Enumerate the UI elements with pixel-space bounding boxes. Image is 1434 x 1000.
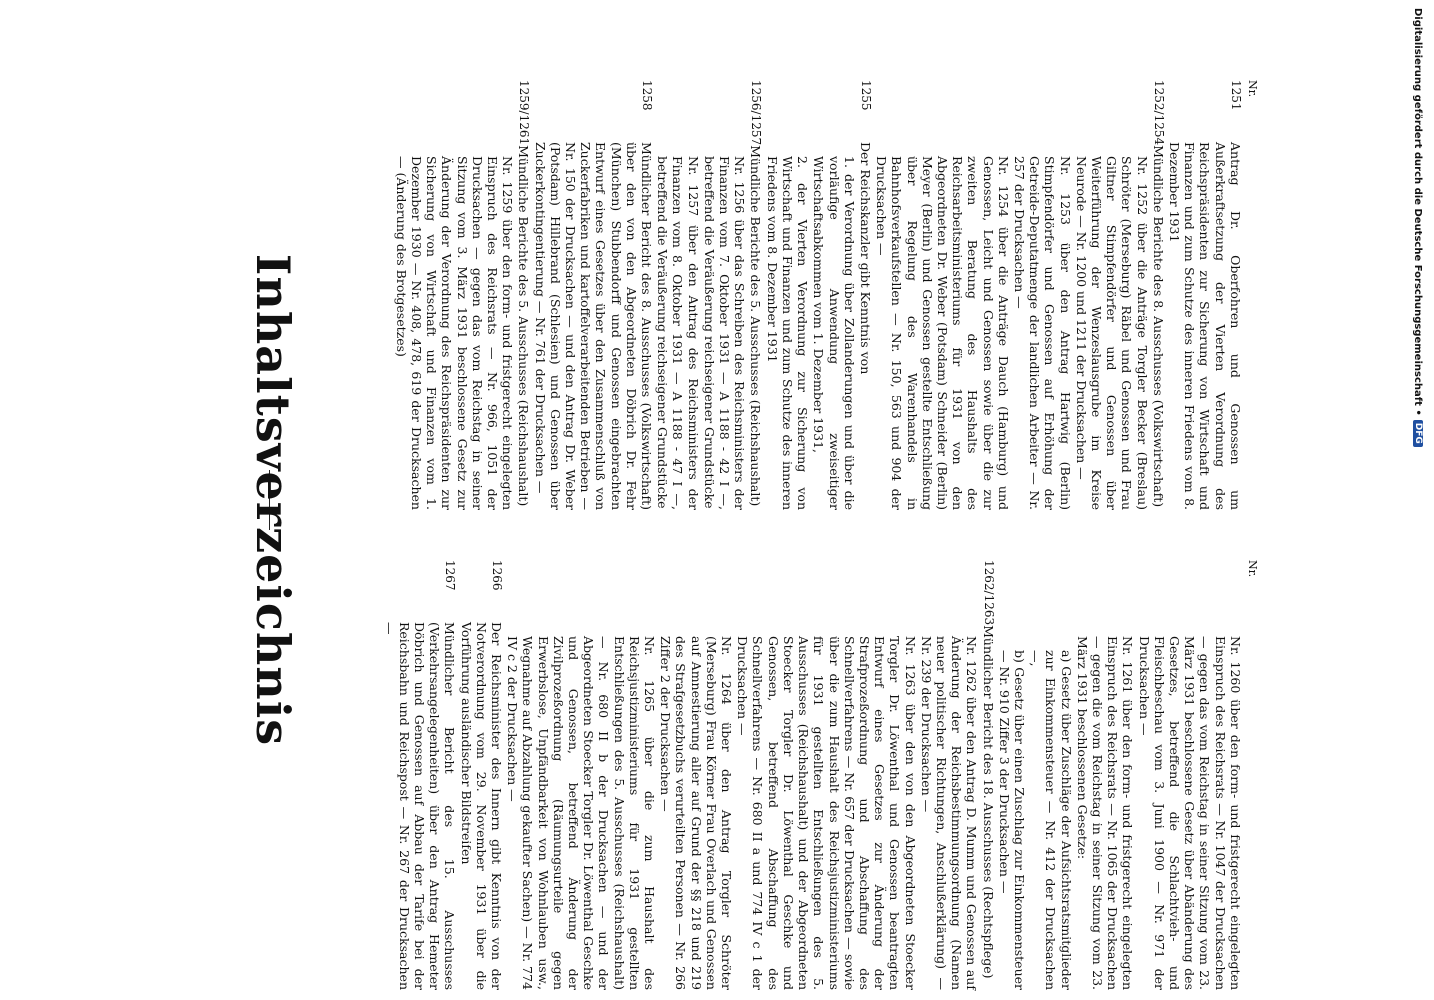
rotated-page [100,0,1300,1000]
toc-entry [858,80,873,510]
entry-text: a) Gesetz über Zuschläge der Aufsichtsratsmitglieder zur Einkommensteuer — Nr. 412 der Drucksachen —, [1028,650,1074,990]
toc-entry [381,560,457,990]
entry-number [394,80,516,142]
toc-entry [702,80,748,510]
entry-number [1012,80,1073,142]
entry-text: Mündliche Berichte des 5. Ausschusses (Reichshaushalt) [516,145,532,507]
entry-text: Nr. 1264 über den Antrag Torgler Schröter (Merseburg) Frau Körner Frau Overlach und Genossen auf Amnestierung aller auf Grund der §§ 218 und 219 des Strafgesetzbuchs verurteilten Personen — Nr. 266 Ziffer 2 der Drucksachen — [658,636,735,990]
entry-number: 1259/1261 [517,80,532,146]
entry-number: 1256/1257 [749,80,764,146]
entry-number [919,560,980,622]
dfg-logo: DFG [1413,420,1423,447]
entry-text: Mündliche Berichte des 5. Ausschusses (Reichshaushalt) [748,145,764,507]
entry-text: Nr. 1265 über die zum Haushalt des Reichsjustizministeriums für 1931 gestellten Entschließungen des 5. Ausschusses (Reichshaushalt) — Nr. 680 II b der Drucksachen — und der Abgeordneten Stoecker Torgler Dr. Löwenthal Geschke und Genossen, betreffend Änderung der Zivilprozeßordnung (Räumungsurteile gegen Erwerbslose, Unpfändbarkeit von Wohnlauben usw., Wegnahme auf Abzahlung gekaufter Sachen) — Nr. 774 IV c 2 der Drucksachen — [505,636,658,990]
entry-text: Nr. 1263 über den von den Abgeordneten Stoecker Torgler Dr. Löwenthal und Genossen beantragten Entwurf eines Gesetzes zur Änderung der Strafprozeßordnung und Abschaffung des Schnellverfahrens — Nr. 657 der Drucksachen — sowie über die zum Haushalt des Reichsjustizministeriums für 1931 gestellten Entschließungen des 5. Ausschusses (Reichshaushalt) und der Abgeordneten Stoecker Torgler Dr. Löwenthal Geschke und Genossen, betreffend Abschaffung des Schnellverfahrens — Nr. 680 II a und 774 IV c 1 der Drucksachen — [735,636,918,990]
entry-number [702,80,748,142]
entry-number: 1252/1254 [1151,80,1166,146]
entry-text: Der Reichskanzler gibt Kenntnis von [857,142,873,375]
toc-entry-list [394,80,1243,510]
entry-number: 1251 [1228,80,1243,111]
entry-text: Nr. 1262 über den Antrag D. Mumm und Genossen auf Änderung der Reichsbestimmungsordnung (Namen neuer politischer Richtungen, Anschlußerklärung) — Nr. 239 der Drucksachen — [918,636,980,990]
entry-number: 1255 [858,80,873,111]
entry-number: 1267 [443,560,458,591]
entry-number [1028,560,1074,622]
toc-entry [980,560,995,990]
credit-text: Digitalisierung gefördert durch die Deutsche Forschungsgemeinschaft • [1412,8,1424,416]
entry-number [765,80,811,142]
toc-entry [1012,80,1073,510]
toc-entry [655,80,701,510]
entry-text: Nr. 1253 über den Antrag Hartwig (Berlin) Stimpfendörfer und Genossen auf Erhöhung der Getreide-Deputatmenge der landlichen Arbeiter — Nr. 257 der Drucksachen — [1011,156,1073,510]
toc-entry [997,560,1027,990]
entry-number [735,560,917,622]
entry-number [811,80,857,142]
entry-text: b) Gesetz über einen Zuschlag zur Einkommensteuer — Nr. 910 Ziffer 3 der Drucksachen — [996,650,1027,990]
entry-text: Nr. 1260 über den form- und fristgerecht eingelegten Einspruch des Reichsrats — Nr. 1047 der Drucksachen — gegen das vom Reichstag in seiner Sitzung vom 23. März 1931 beschlossene Gesetz über Abänderung des Gesetzes, betreffend die Schlachtvieh- und Fleischbeschau vom 3. Juni 1900 — Nr. 971 der Drucksachen — [1136,636,1243,990]
page-title: Inhaltsverzeichnis [246,253,300,747]
entry-text: 1. der Verordnung über Zollanderungen und über die vorläufige Anwendung zweiseitiger Wirtschaftsabkommen vom 1. Dezember 1931, [811,156,857,510]
column-header: Nr. [1246,80,1259,98]
digitization-credit [1412,8,1428,992]
entry-text: Mündlicher Bericht des 18. Ausschusses (Rechtspflege) [980,625,996,979]
toc-entry [458,560,504,990]
toc-entry [1136,560,1242,990]
toc-entry [874,80,1011,510]
toc-right-column [360,560,1260,990]
entry-number: 1262/1263 [981,560,996,626]
entry-text: Nr. 1256 über das Schreiben des Reichsministers der Finanzen vom 7. Oktober 1931 — A 1188 - 42 I —, betreffend die Veräußerung reichseigener Grundstücke [701,156,748,510]
toc-entry [394,80,516,510]
toc-left-column [360,80,1260,510]
entry-number [874,80,1011,142]
entry-text: Mündlicher Bericht des 8. Ausschusses (Volkswirtschaft) über den von den Abgeordneten Döbrich Dr. Fehr (München) Stubbendorff und Genossen eingebrachten Entwurf eines Gesetzes über den Zusammenschluß von Zuckerfabriken und kartoffelverarbeitenden Betrieben — Nr. 150 der Drucksachen — und den Antrag Dr. Weber (Potsdam) Hillebrand (Schlesien) und Genossen über Zuckerkontingentierung — Nr. 761 der Drucksachen — [532,142,655,510]
toc-entry [919,560,980,990]
toc-entry [765,80,811,510]
entry-number [1074,80,1150,142]
entry-text: Nr. 1254 über die Anträge Dauch (Hamburg) und Genossen, Leicht und Genossen sowie über die zur zweiten Beratung des Haushalts des Reichsarbeitsministeriums für 1931 von den Abgeordneten Dr. Weber (Potsdam) Schneider (Berlin) Meyer (Berlin) und Genossen gestellte Entschließung über Regelung des Warenhandels in Bahnhofsverkaufstellen — Nr. 150, 563 und 904 der Drucksachen — [874,156,1011,510]
entry-number [997,560,1027,622]
column-header: Nr. [1246,560,1259,578]
toc-entry [1028,560,1074,990]
entry-number: 1266 [490,560,505,591]
entry-number: 1258 [640,80,655,111]
toc-entry [505,560,657,990]
toc-entry [516,80,531,510]
toc-entry [748,80,763,510]
toc-entry [532,80,654,510]
entry-text: Antrag Dr. Oberfohren und Genossen um Außerkraftsetzung der Vierten Verordnung des Reichspräsidenten zur Sicherung von Wirtschaft und Finanzen und zum Schutze des inneren Friedens vom 8. Dezember 1931 [1166,142,1243,510]
toc-entry [1075,560,1136,990]
toc-columns [360,40,1260,990]
entry-number [1136,560,1242,622]
toc-entry [1151,80,1166,510]
entry-number [658,560,734,622]
toc-entry [735,560,917,990]
entry-text: Mündlicher Bericht des 15. Ausschusses (Verkehrsangelegenheiten) über den Antrag Hemeter Döbrich und Genossen auf Abbau der Tarife bei der Reichsbahn und Reichspost — Nr. 267 der Drucksachen — [381,622,458,990]
entry-text: Der Reichsminister des Innern gibt Kenntnis von der Notverordnung vom 29. November 1931 über die Vorführung ausländischer Bildstreifen [458,622,505,990]
entry-number [655,80,701,142]
toc-entry [1167,80,1243,510]
toc-entry [811,80,857,510]
entry-text: Nr. 1252 über die Anträge Torgler Becker (Breslau) Schröter (Merseburg) Räbel und Genossen und Frau Giltner Stimpfendörfer und Genossen über Weiterführung der Wenzeslausgrube im Kreise Neurode — Nr. 1200 und 1211 der Drucksachen — [1073,156,1150,510]
toc-entry [658,560,734,990]
entry-number [1075,560,1136,622]
toc-entry-list [381,560,1242,990]
entry-text: Nr. 1259 über den form- und fristgerecht eingelegten Einspruch des Reichsrats — Nr. 966, 1051 der Drucksachen — gegen das vom Reichstag in seiner Sitzung vom 3. März 1931 beschlossene Gesetz zur Änderung der Verordnung des Reichspräsidenten zur Sicherung von Wirtschaft und Finanzen vom 1. Dezember 1930 — Nr. 408, 478, 619 der Drucksachen — (Änderung des Brotgesetzes) [393,156,516,510]
entry-text: Nr. 1257 über den Antrag des Reichsministers der Finanzen vom 8. Oktober 1931 — A 1188 - 47 I —, betreffend die Veräußerung reichseigener Grundstücke [655,156,701,510]
toc-entry [1074,80,1150,510]
entry-text: Mündliche Berichte des 8. Ausschusses (Volkswirtschaft) [1150,145,1166,508]
entry-number [505,560,657,622]
entry-text: Nr. 1261 über den form- und fristgerecht eingelegten Einspruch des Reichsrats — Nr. 1065 der Drucksachen — gegen die vom Reichstag in seiner Sitzung vom 23. März 1931 beschlossenen Gesetze: [1074,636,1136,990]
entry-text: 2. der Vierten Verordnung zur Sicherung von Wirtschaft und Finanzen und zum Schutze des inneren Friedens vom 8. Dezember 1931 [764,156,811,510]
